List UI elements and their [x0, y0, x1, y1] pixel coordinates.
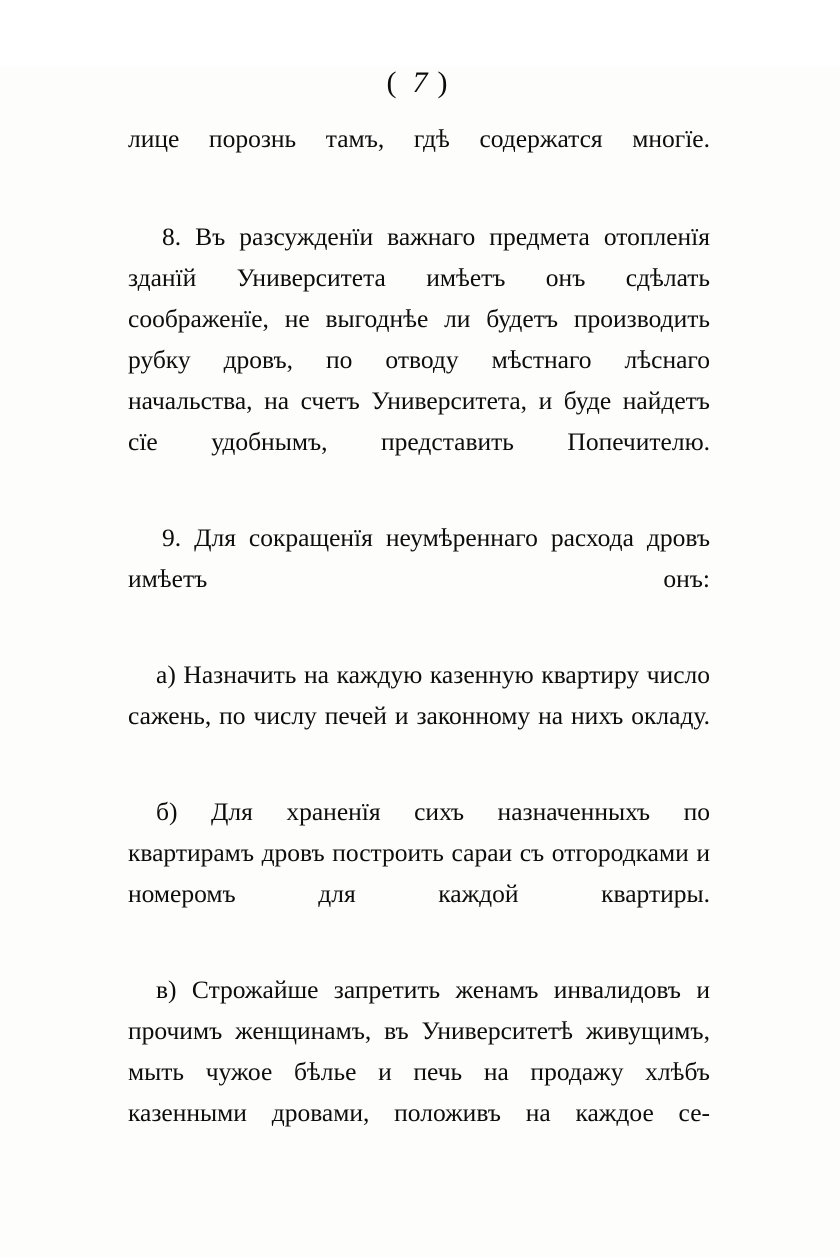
- page-number-bracket-right: ): [437, 66, 454, 99]
- paragraph-item-b: б) Для храненїя сихъ назначенныхъ по квартирамъ дровъ построить сараи съ отгородками и номеромъ для каждой квартиры.: [128, 797, 710, 908]
- page-number: [0, 66, 840, 100]
- paragraph-continued: лице порознь тамъ, гдѣ содержатся многїе.: [128, 124, 710, 153]
- paragraph-item-9: 9. Для сокращенїя неумѣреннаго расхода дровъ имѣетъ онъ:: [128, 523, 710, 593]
- document-page: [0, 66, 840, 1257]
- page-number-bracket-left: (: [386, 66, 403, 99]
- paragraph-item-8: 8. Въ разсужденїи важнаго предмета отопленїя зданїй Университета имѣетъ онъ сдѣлать соображенїе, не выгоднѣе ли будетъ производить рубку дровъ, по отводу мѣстнаго лѣснаго начальства, на счетъ Университета, и буде найдетъ сїе удобнымъ, представить Попечителю.: [128, 222, 710, 456]
- paragraph-item-v: в) Строжайше запретить женамъ инвалидовъ и прочимъ женщинамъ, въ Университетѣ живущимъ, мыть чужое бѣлье и печь на продажу хлѣбъ казенными дровами, положивъ на каждое се-: [128, 975, 710, 1127]
- paragraph-item-a: а) Назначить на каждую казенную квартиру число сажень, по числу печей и законному на нихъ окладу.: [128, 660, 710, 730]
- page-number-value: 7: [412, 66, 428, 99]
- body-text: [128, 118, 710, 1174]
